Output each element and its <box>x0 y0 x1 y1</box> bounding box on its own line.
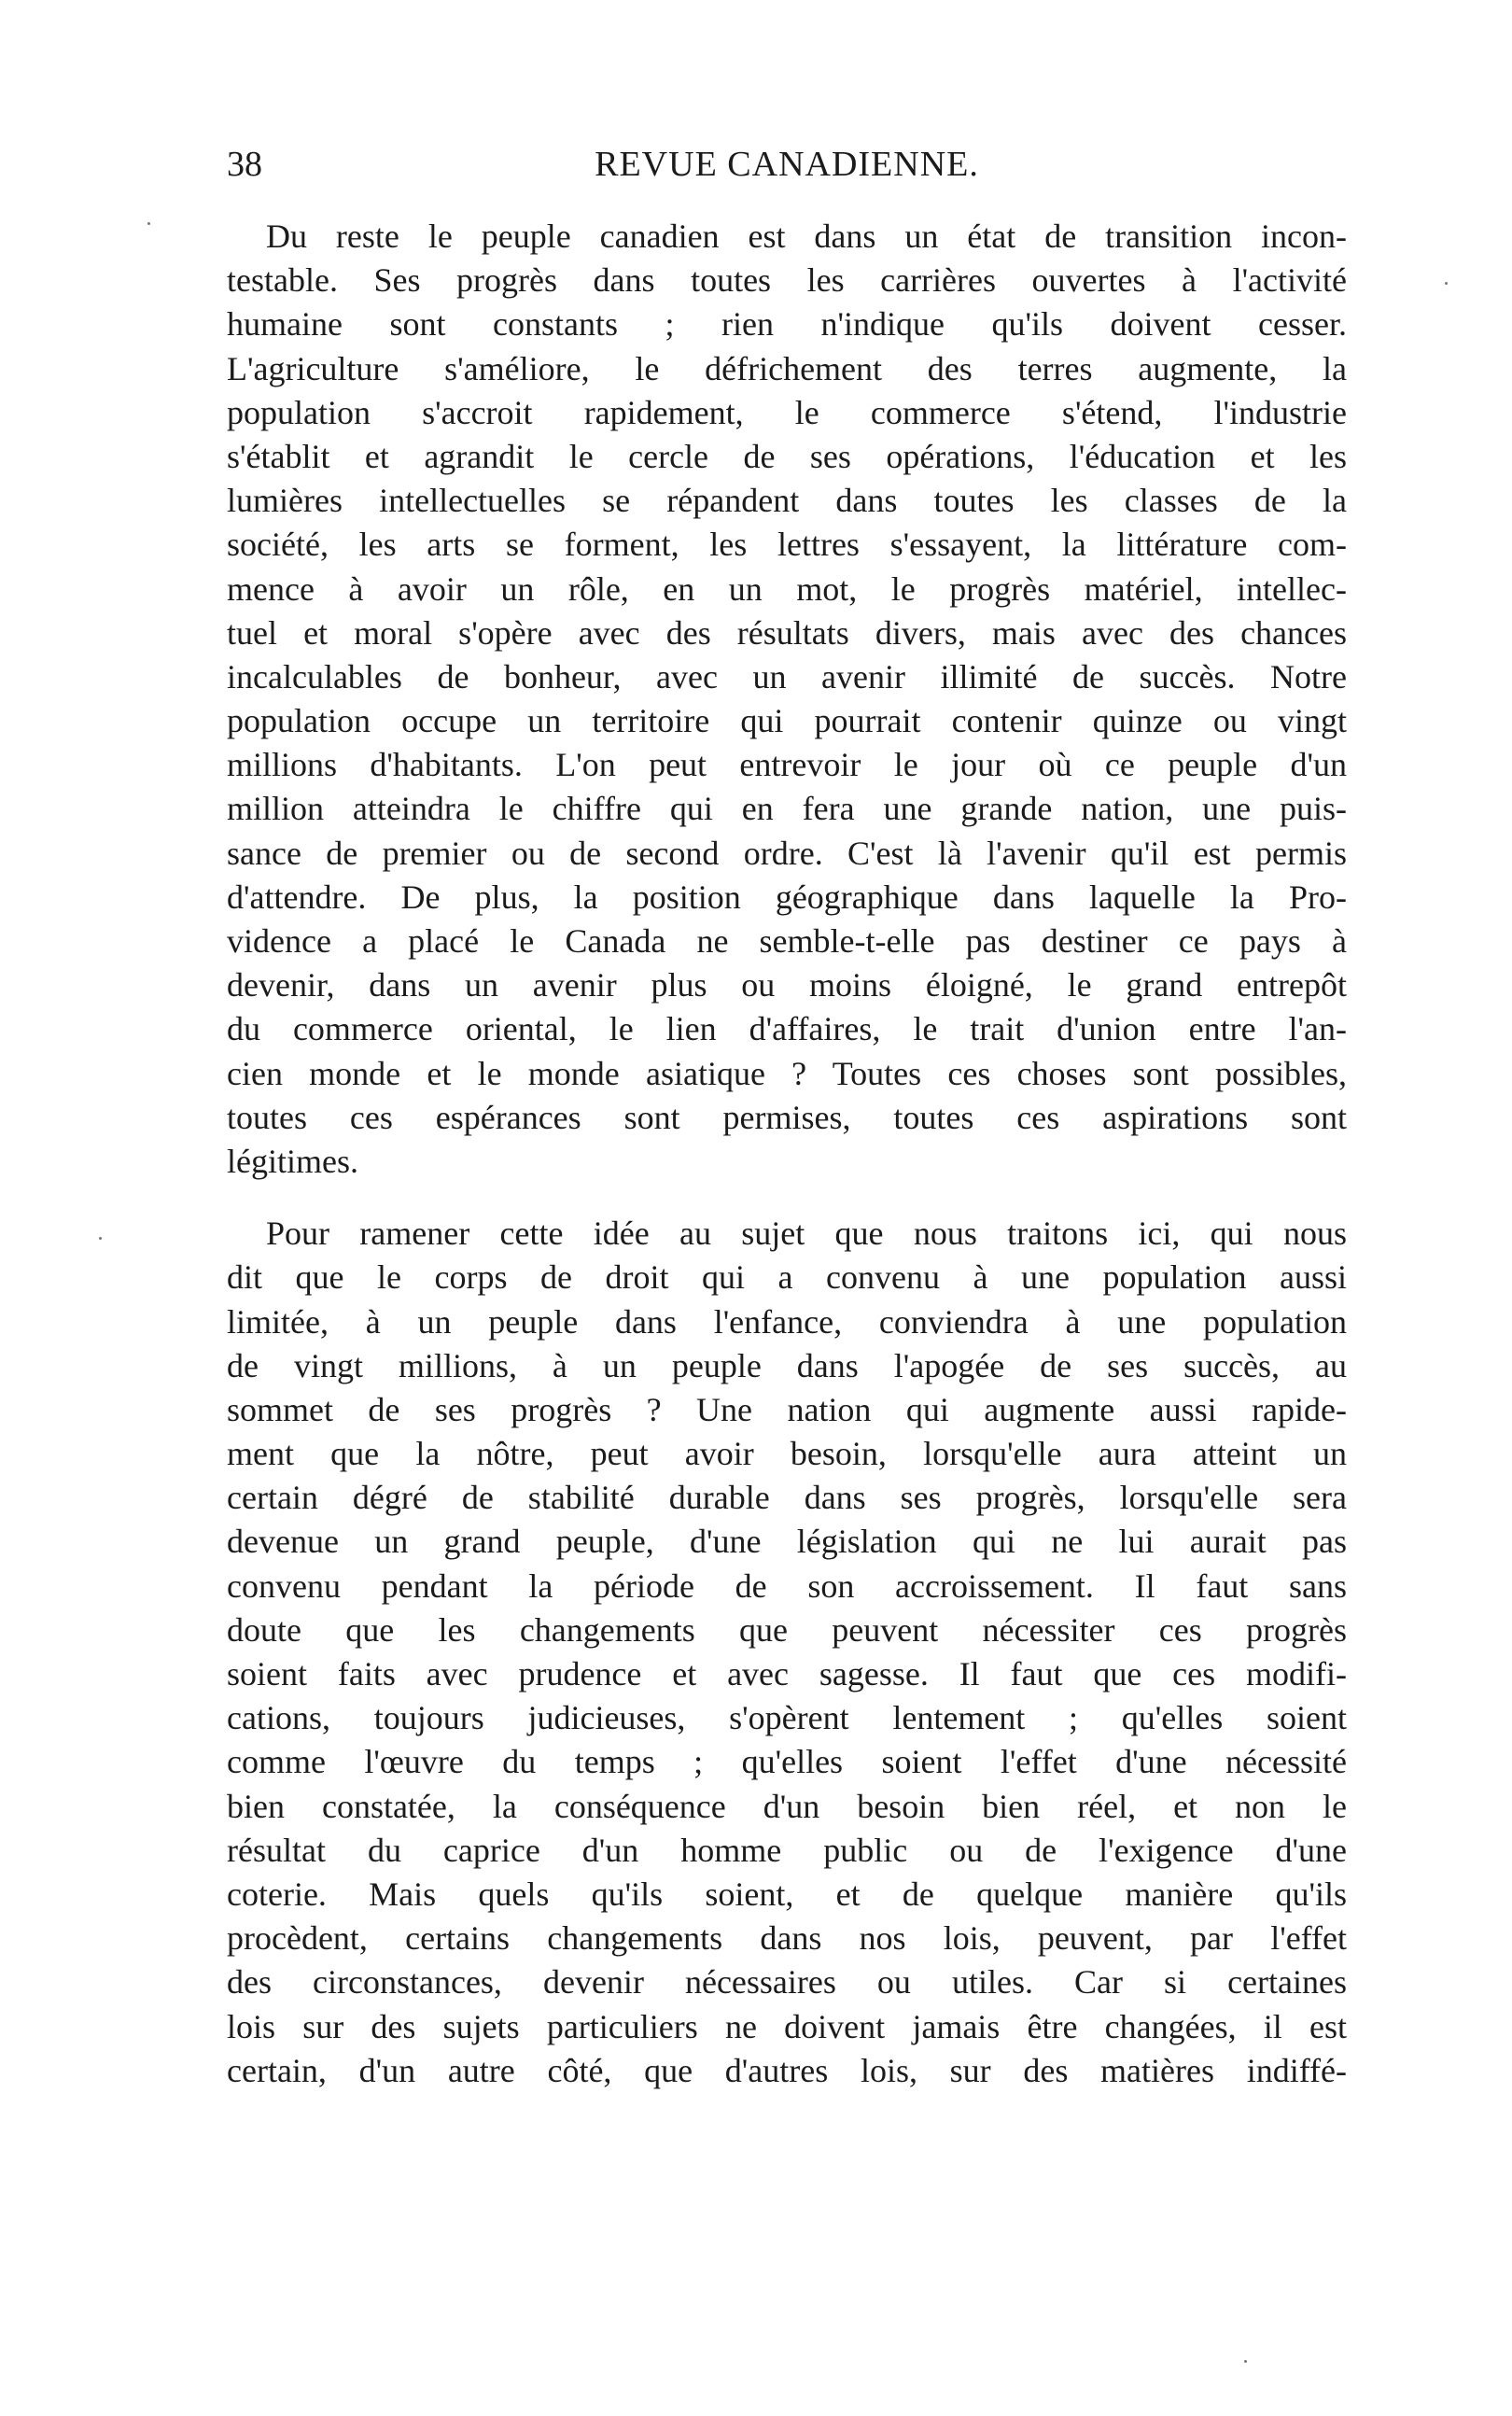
text-line: des circonstances, devenir nécessaires ou utiles. Car si certaines <box>227 1963 1347 2002</box>
text-line: Du reste le peuple canadien est dans un état de transition incon- <box>266 218 1347 255</box>
text-line: mence à avoir un rôle, en un mot, le progrès matériel, intellec- <box>227 569 1347 608</box>
text-line: devenue un grand peuple, d'une législation qui ne lui aurait pas <box>227 1523 1347 1561</box>
paragraph-1 <box>227 215 1347 1184</box>
text-line: toutes ces espérances sont permises, toutes ces aspirations sont <box>227 1098 1347 1136</box>
text-line: de vingt millions, à un peuple dans l'apogée de ses succès, au <box>227 1346 1347 1384</box>
text-line: vidence a placé le Canada ne semble-t-elle pas destiner ce pays à <box>227 922 1347 960</box>
paragraph-2 <box>227 1212 1347 2093</box>
text-line: bien constatée, la conséquence d'un besoin bien réel, et non le <box>227 1787 1347 1825</box>
text-line: convenu pendant la période de son accroissement. Il faut sans <box>227 1566 1347 1605</box>
text-line: humaine sont constants ; rien n'indique qu'ils doivent cesser. <box>227 305 1347 344</box>
text-line: tuel et moral s'opère avec des résultats divers, mais avec des chances <box>227 613 1347 652</box>
page-number: 38 <box>227 145 262 184</box>
text-line: procèdent, certains changements dans nos lois, peuvent, par l'effet <box>227 1919 1347 1958</box>
text-line: lumières intellectuelles se répandent dans toutes les classes de la <box>227 482 1347 520</box>
text-line: certain dégré de stabilité durable dans ses progrès, lorsqu'elle sera <box>227 1479 1347 1517</box>
text-line: résultat du caprice d'un homme public ou de l'exigence d'une <box>227 1831 1347 1869</box>
text-line: millions d'habitants. L'on peut entrevoir le jour où ce peuple d'un <box>227 746 1347 784</box>
text-line: d'attendre. De plus, la position géographique dans laquelle la Pro- <box>227 878 1347 916</box>
text-line: comme l'œuvre du temps ; qu'elles soient l'effet d'une nécessité <box>227 1743 1347 1781</box>
text-line: soient faits avec prudence et avec sagesse. Il faut que ces modifi- <box>227 1655 1347 1693</box>
running-head <box>227 138 1347 194</box>
text-line: cien monde et le monde asiatique ? Toutes ces choses sont possibles, <box>227 1054 1347 1092</box>
text-line: L'agriculture s'améliore, le défrichement des terres augmente, la <box>227 349 1347 387</box>
text-line: du commerce oriental, le lien d'affaires, le trait d'union entre l'an- <box>227 1010 1347 1048</box>
text-line: limitée, à un peuple dans l'enfance, conviendra à une population <box>227 1302 1347 1341</box>
text-line: population s'accroit rapidement, le commerce s'étend, l'industrie <box>227 393 1347 431</box>
paper-speck <box>1445 282 1448 285</box>
text-line: million atteindra le chiffre qui en fera une grande nation, une puis- <box>227 790 1347 828</box>
paper-speck <box>99 1237 102 1240</box>
text-line: coterie. Mais quels qu'ils soient, et de quelque manière qu'ils <box>227 1875 1347 1913</box>
text-line: Pour ramener cette idée au sujet que nous traitons ici, qui nous <box>266 1215 1347 1253</box>
journal-title: REVUE CANADIENNE. <box>595 145 979 184</box>
text-line: ment que la nôtre, peut avoir besoin, lorsqu'elle aura atteint un <box>227 1435 1347 1473</box>
text-line: testable. Ses progrès dans toutes les carrières ouvertes à l'activité <box>227 261 1347 300</box>
text-line: s'établit et agrandit le cercle de ses opérations, l'éducation et les <box>227 437 1347 475</box>
text-line: population occupe un territoire qui pourrait contenir quinze ou vingt <box>227 702 1347 740</box>
text-line: dit que le corps de droit qui a convenu à une population aussi <box>227 1258 1347 1297</box>
text-line: certain, d'un autre côté, que d'autres lois, sur des matières indiffé- <box>227 2051 1347 2089</box>
text-line: cations, toujours judicieuses, s'opèrent lentement ; qu'elles soient <box>227 1699 1347 1737</box>
text-line: sommet de ses progrès ? Une nation qui augmente aussi rapide- <box>227 1390 1347 1428</box>
text-line: société, les arts se forment, les lettres s'essayent, la littérature com- <box>227 526 1347 564</box>
paper-speck <box>1244 2360 1247 2363</box>
text-line: devenir, dans un avenir plus ou moins éloigné, le grand entrepôt <box>227 966 1347 1004</box>
body-text <box>227 215 1347 2093</box>
text-line: doute que les changements que peuvent nécessiter ces progrès <box>227 1610 1347 1649</box>
text-line: sance de premier ou de second ordre. C'est là l'avenir qu'il est permis <box>227 834 1347 872</box>
text-line: lois sur des sujets particuliers ne doivent jamais être changées, il est <box>227 2007 1347 2045</box>
paper-speck <box>147 222 150 225</box>
text-line: légitimes. <box>227 1142 358 1180</box>
text-line: incalculables de bonheur, avec un avenir illimité de succès. Notre <box>227 657 1347 695</box>
